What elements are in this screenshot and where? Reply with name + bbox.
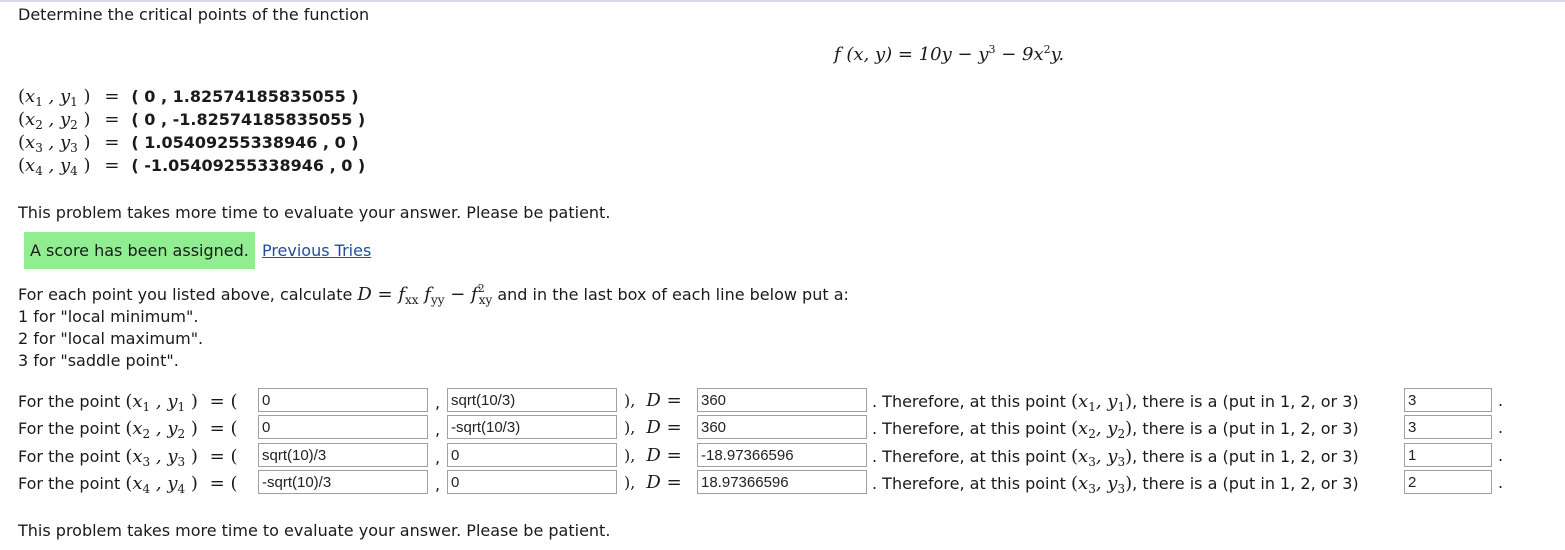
discriminant-label: ), D =	[624, 390, 682, 411]
therefore-text: . Therefore, at this point ($x_2$, $y_2$), there is a (put in 1, 2, or 3)	[872, 418, 1359, 441]
function-display	[834, 44, 1064, 65]
x-coordinate-input[interactable]	[258, 470, 428, 494]
critical-point-row	[18, 155, 365, 176]
discriminant-label: ), D =	[624, 472, 682, 493]
y-coordinate-input[interactable]	[447, 470, 617, 494]
classification-input[interactable]	[1404, 415, 1492, 439]
discriminant-input[interactable]	[697, 388, 867, 412]
discriminant-input[interactable]	[697, 415, 867, 439]
discriminant-input[interactable]	[697, 443, 867, 467]
therefore-text: . Therefore, at this point ($x_1$, $y_1$), there is a (put in 1, 2, or 3)	[872, 391, 1359, 414]
row-period: .	[1498, 446, 1504, 465]
option-2-text: 2 for "local maximum".	[18, 329, 204, 348]
point-row-label: For the point ($x_3$ , $y_3$ ) = (	[18, 446, 238, 469]
point-row-label: For the point ($x_2$ , $y_2$ ) = (	[18, 418, 238, 441]
y-coordinate-input[interactable]	[447, 415, 617, 439]
point-label: ($x_3$ , $y_3$ ) =	[18, 132, 120, 155]
critical-point-row	[18, 132, 359, 153]
score-badge: A score has been assigned.	[24, 232, 255, 269]
critical-point-row	[18, 86, 359, 107]
point-label: ($x_2$ , $y_2$ ) =	[18, 109, 120, 132]
comma-separator: ,	[435, 393, 441, 412]
function-mid: − 9x	[995, 44, 1044, 65]
classification-input[interactable]	[1404, 470, 1492, 494]
option-1-text: 1 for "local minimum".	[18, 307, 199, 326]
point-value: ( -1.05409255338946 , 0 )	[131, 156, 366, 175]
comma-separator: ,	[435, 448, 441, 467]
function-tail: y.	[1050, 44, 1065, 65]
function-exp-1: 3	[988, 43, 996, 56]
critical-point-row	[18, 109, 365, 130]
row-period: .	[1498, 418, 1504, 437]
row-period: .	[1498, 473, 1504, 492]
option-3-text: 3 for "saddle point".	[18, 351, 179, 370]
discriminant-input[interactable]	[697, 470, 867, 494]
point-label: ($x_4$ , $y_4$ ) =	[18, 155, 120, 178]
comma-separator: ,	[435, 475, 441, 494]
instructions-pre: For each point you listed above, calculate	[18, 285, 358, 304]
function-exp-2: 2	[1043, 43, 1051, 56]
discriminant-label: ), D =	[624, 417, 682, 438]
problem-prompt: Determine the critical points of the function	[18, 5, 370, 24]
point-row-label: For the point ($x_1$ , $y_1$ ) = (	[18, 391, 238, 414]
therefore-text: . Therefore, at this point ($x_3$, $y_3$), there is a (put in 1, 2, or 3)	[872, 473, 1359, 496]
point-value: ( 1.05409255338946 , 0 )	[131, 133, 359, 152]
previous-tries-link[interactable]: Previous Tries	[261, 241, 372, 260]
score-area	[24, 241, 371, 279]
y-coordinate-input[interactable]	[447, 388, 617, 412]
notice-text: This problem takes more time to evaluate your answer. Please be patient.	[18, 203, 611, 222]
function-lhs: f (x, y) = 10y − y	[834, 44, 989, 65]
x-coordinate-input[interactable]	[258, 415, 428, 439]
top-border	[0, 0, 1565, 2]
instructions-post: and in the last box of each line below put a:	[492, 285, 849, 304]
discriminant-formula: $D = f_{xx}$ $f_{yy} - f_{2xy}$	[357, 282, 493, 307]
y-coordinate-input[interactable]	[447, 443, 617, 467]
x-coordinate-input[interactable]	[258, 388, 428, 412]
therefore-text: . Therefore, at this point ($x_3$, $y_3$), there is a (put in 1, 2, or 3)	[872, 446, 1359, 469]
instructions-line	[18, 284, 849, 305]
discriminant-label: ), D =	[624, 445, 682, 466]
point-value: ( 0 , 1.82574185835055 )	[131, 87, 359, 106]
footer-notice: This problem takes more time to evaluate your answer. Please be patient.	[18, 521, 611, 540]
x-coordinate-input[interactable]	[258, 443, 428, 467]
comma-separator: ,	[435, 420, 441, 439]
row-period: .	[1498, 391, 1504, 410]
classification-input[interactable]	[1404, 388, 1492, 412]
point-label: ($x_1$ , $y_1$ ) =	[18, 86, 120, 109]
classification-input[interactable]	[1404, 443, 1492, 467]
point-value: ( 0 , -1.82574185835055 )	[131, 110, 366, 129]
point-row-label: For the point ($x_4$ , $y_4$ ) = (	[18, 473, 238, 496]
